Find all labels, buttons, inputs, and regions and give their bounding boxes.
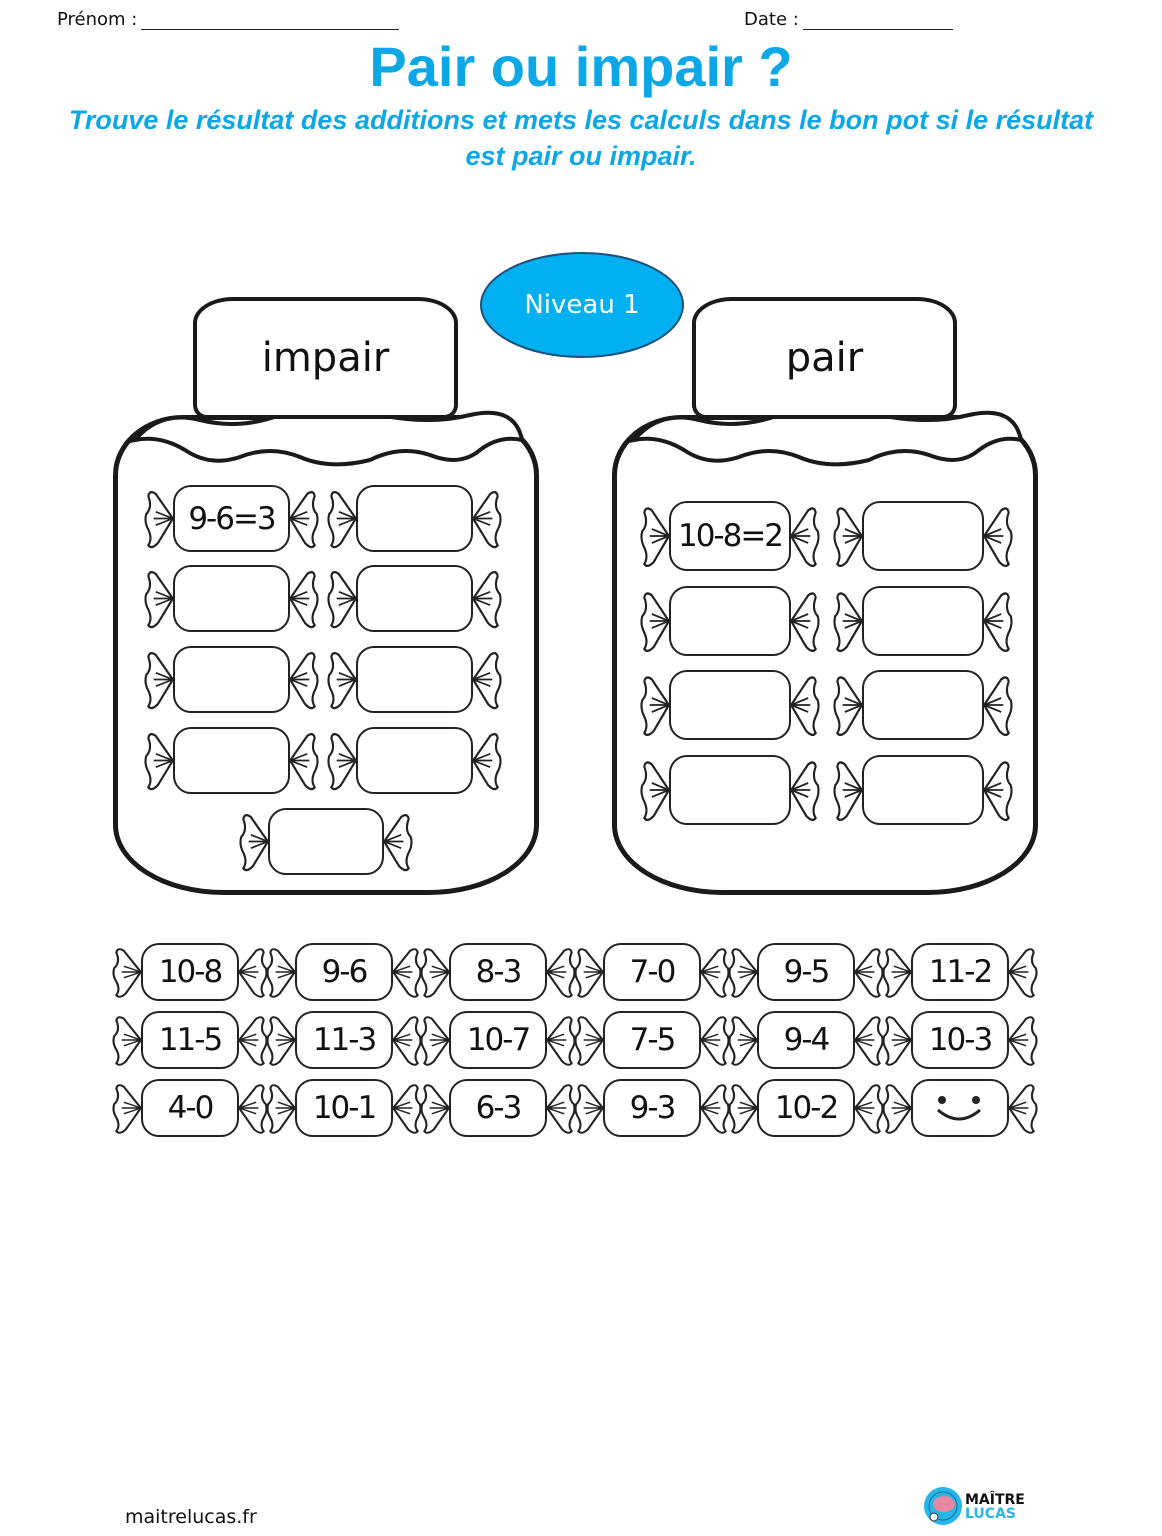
calculation-candy[interactable]: [111, 1011, 269, 1069]
candy-label: 8-3: [449, 943, 547, 1001]
candy-label: 10-8=2: [669, 501, 791, 571]
jar-impair-slot[interactable]: [326, 727, 503, 794]
candy-label: [356, 727, 473, 794]
candy-wrapper-left-icon: [639, 501, 671, 576]
jar-pair-slot[interactable]: [832, 501, 1014, 571]
calculation-candy[interactable]: [111, 943, 269, 1001]
candy-wrapper-right-icon: [789, 670, 821, 745]
candy-wrapper-left-icon: [265, 1079, 297, 1142]
page-title: Pair ou impair ?: [369, 35, 793, 98]
candy-label: [356, 565, 473, 632]
candy-label: 7-0: [603, 943, 701, 1001]
candy-wrapper-left-icon: [881, 1079, 913, 1142]
candy-label: [268, 808, 384, 875]
name-label: Prénom :: [57, 9, 138, 30]
candy-wrapper-left-icon: [326, 565, 358, 637]
candy-wrapper-left-icon: [265, 943, 297, 1006]
calculation-candy[interactable]: [727, 1079, 885, 1137]
candy-wrapper-left-icon: [832, 670, 864, 745]
jar-pair-lid: [692, 297, 957, 419]
candy-wrapper-left-icon: [143, 565, 175, 637]
candy-wrapper-right-icon: [471, 485, 503, 557]
candy-label: [173, 727, 290, 794]
candy-wrapper-right-icon: [382, 808, 414, 880]
brain-icon: [923, 1486, 963, 1526]
candy-wrapper-left-icon: [832, 501, 864, 576]
candy-wrapper-right-icon: [471, 646, 503, 718]
candy-wrapper-right-icon: [471, 727, 503, 799]
calculation-candy[interactable]: [265, 943, 423, 1001]
candy-label: [173, 565, 290, 632]
candy-wrapper-left-icon: [419, 943, 451, 1006]
candy-wrapper-left-icon: [111, 943, 143, 1006]
calculation-candy[interactable]: [881, 1079, 1039, 1137]
candy-label: [862, 755, 984, 825]
candy-label: 10-8: [141, 943, 239, 1001]
candy-wrapper-left-icon: [573, 943, 605, 1006]
candy-wrapper-left-icon: [727, 943, 759, 1006]
jar-pair-slot[interactable]: [639, 670, 821, 740]
calculation-candy[interactable]: [419, 1079, 577, 1137]
candy-label: 9-6=3: [173, 485, 290, 552]
candy-label: 6-3: [449, 1079, 547, 1137]
jar-pair-slot[interactable]: [639, 755, 821, 825]
calculation-candy[interactable]: [265, 1079, 423, 1137]
jar-pair-label: pair: [785, 335, 864, 381]
candy-wrapper-left-icon: [832, 755, 864, 830]
candy-label: 11-5: [141, 1011, 239, 1069]
instructions: Trouve le résultat des additions et mets les calculs dans le bon pot si le résultat est pair ou impair.: [68, 105, 1094, 171]
candy-wrapper-left-icon: [573, 1079, 605, 1142]
candy-label: 9-5: [757, 943, 855, 1001]
calculation-candy[interactable]: [727, 943, 885, 1001]
candy-wrapper-right-icon: [982, 670, 1014, 745]
website-link[interactable]: maitrelucas.fr: [125, 1506, 257, 1528]
candy-label: 10-7: [449, 1011, 547, 1069]
jar-pair-slot[interactable]: [832, 755, 1014, 825]
candy-wrapper-right-icon: [789, 755, 821, 830]
candy-wrapper-right-icon: [982, 755, 1014, 830]
candy-wrapper-left-icon: [419, 1079, 451, 1142]
candy-label: 9-4: [757, 1011, 855, 1069]
jar-pair-slot[interactable]: [639, 501, 821, 571]
candy-wrapper-left-icon: [881, 943, 913, 1006]
jar-impair-slot[interactable]: [143, 485, 320, 552]
candy-wrapper-left-icon: [143, 646, 175, 718]
candy-wrapper-right-icon: [1007, 943, 1039, 1006]
name-line: [141, 11, 399, 30]
candy-label: 4-0: [141, 1079, 239, 1137]
candy-wrapper-left-icon: [111, 1011, 143, 1074]
candy-label: [669, 670, 791, 740]
calculation-candy[interactable]: [573, 943, 731, 1001]
date-field[interactable]: [744, 9, 953, 30]
candy-wrapper-right-icon: [288, 727, 320, 799]
candy-label: [862, 670, 984, 740]
name-field[interactable]: [57, 9, 399, 30]
candy-wrapper-left-icon: [238, 808, 270, 880]
candy-label: 9-6: [295, 943, 393, 1001]
jar-impair-lid: [193, 297, 458, 419]
calculation-candy[interactable]: [573, 1079, 731, 1137]
candy-label: 10-2: [757, 1079, 855, 1137]
candy-wrapper-left-icon: [143, 485, 175, 557]
candy-wrapper-right-icon: [1007, 1079, 1039, 1142]
candy-wrapper-left-icon: [639, 755, 671, 830]
jar-pair-slot[interactable]: [832, 586, 1014, 656]
jar-impair-slot[interactable]: [238, 808, 414, 875]
jar-impair-slot[interactable]: [143, 727, 320, 794]
candy-wrapper-left-icon: [832, 586, 864, 661]
candy-wrapper-left-icon: [326, 646, 358, 718]
candy-wrapper-left-icon: [727, 1011, 759, 1074]
jar-pair-slot[interactable]: [832, 670, 1014, 740]
candy-wrapper-right-icon: [288, 646, 320, 718]
candy-label: 7-5: [603, 1011, 701, 1069]
jar-impair-slot[interactable]: [143, 565, 320, 632]
smiley-icon: [911, 1079, 1009, 1137]
candy-wrapper-left-icon: [639, 586, 671, 661]
candy-label: 11-2: [911, 943, 1009, 1001]
candy-label: [356, 646, 473, 713]
candy-label: [669, 586, 791, 656]
candy-wrapper-right-icon: [471, 565, 503, 637]
calculation-candy[interactable]: [727, 1011, 885, 1069]
candy-wrapper-left-icon: [143, 727, 175, 799]
candy-label: 11-3: [295, 1011, 393, 1069]
candy-wrapper-right-icon: [789, 586, 821, 661]
logo-text-bottom: LUCAS: [965, 1506, 1016, 1522]
candy-label: [356, 485, 473, 552]
candy-wrapper-left-icon: [881, 1011, 913, 1074]
calculation-candy[interactable]: [573, 1011, 731, 1069]
date-label: Date :: [744, 9, 799, 30]
candy-label: 10-3: [911, 1011, 1009, 1069]
calculation-candy[interactable]: [881, 943, 1039, 1001]
jar-impair-slot[interactable]: [326, 485, 503, 552]
jar-impair-label: impair: [261, 335, 390, 381]
jar-impair-slot[interactable]: [143, 646, 320, 713]
candy-wrapper-right-icon: [288, 565, 320, 637]
candy-wrapper-left-icon: [265, 1011, 297, 1074]
jar-impair-slot[interactable]: [326, 646, 503, 713]
logo-text-top: MAÎTRE: [965, 1492, 1025, 1508]
calculation-candy[interactable]: [265, 1011, 423, 1069]
candy-label: 10-1: [295, 1079, 393, 1137]
candy-label: [862, 586, 984, 656]
candy-label: [669, 755, 791, 825]
maitre-lucas-logo: [923, 1486, 1033, 1526]
jar-impair-slot[interactable]: [326, 565, 503, 632]
candy-wrapper-left-icon: [639, 670, 671, 745]
level-badge: Niveau 1: [480, 252, 684, 358]
calculation-candy[interactable]: [111, 1079, 269, 1137]
candy-wrapper-left-icon: [326, 485, 358, 557]
candy-wrapper-left-icon: [111, 1079, 143, 1142]
candy-wrapper-right-icon: [288, 485, 320, 557]
candy-label: 9-3: [603, 1079, 701, 1137]
candy-wrapper-left-icon: [573, 1011, 605, 1074]
candy-label: [173, 646, 290, 713]
jar-pair-slot[interactable]: [639, 586, 821, 656]
candy-wrapper-right-icon: [789, 501, 821, 576]
candy-wrapper-left-icon: [326, 727, 358, 799]
candy-wrapper-right-icon: [982, 586, 1014, 661]
candy-wrapper-right-icon: [982, 501, 1014, 576]
calculation-candy[interactable]: [881, 1011, 1039, 1069]
calculation-candy[interactable]: [419, 1011, 577, 1069]
date-line: [803, 11, 953, 30]
candy-wrapper-left-icon: [419, 1011, 451, 1074]
candy-wrapper-left-icon: [727, 1079, 759, 1142]
calculation-candy[interactable]: [419, 943, 577, 1001]
candy-wrapper-right-icon: [1007, 1011, 1039, 1074]
candy-label: [862, 501, 984, 571]
